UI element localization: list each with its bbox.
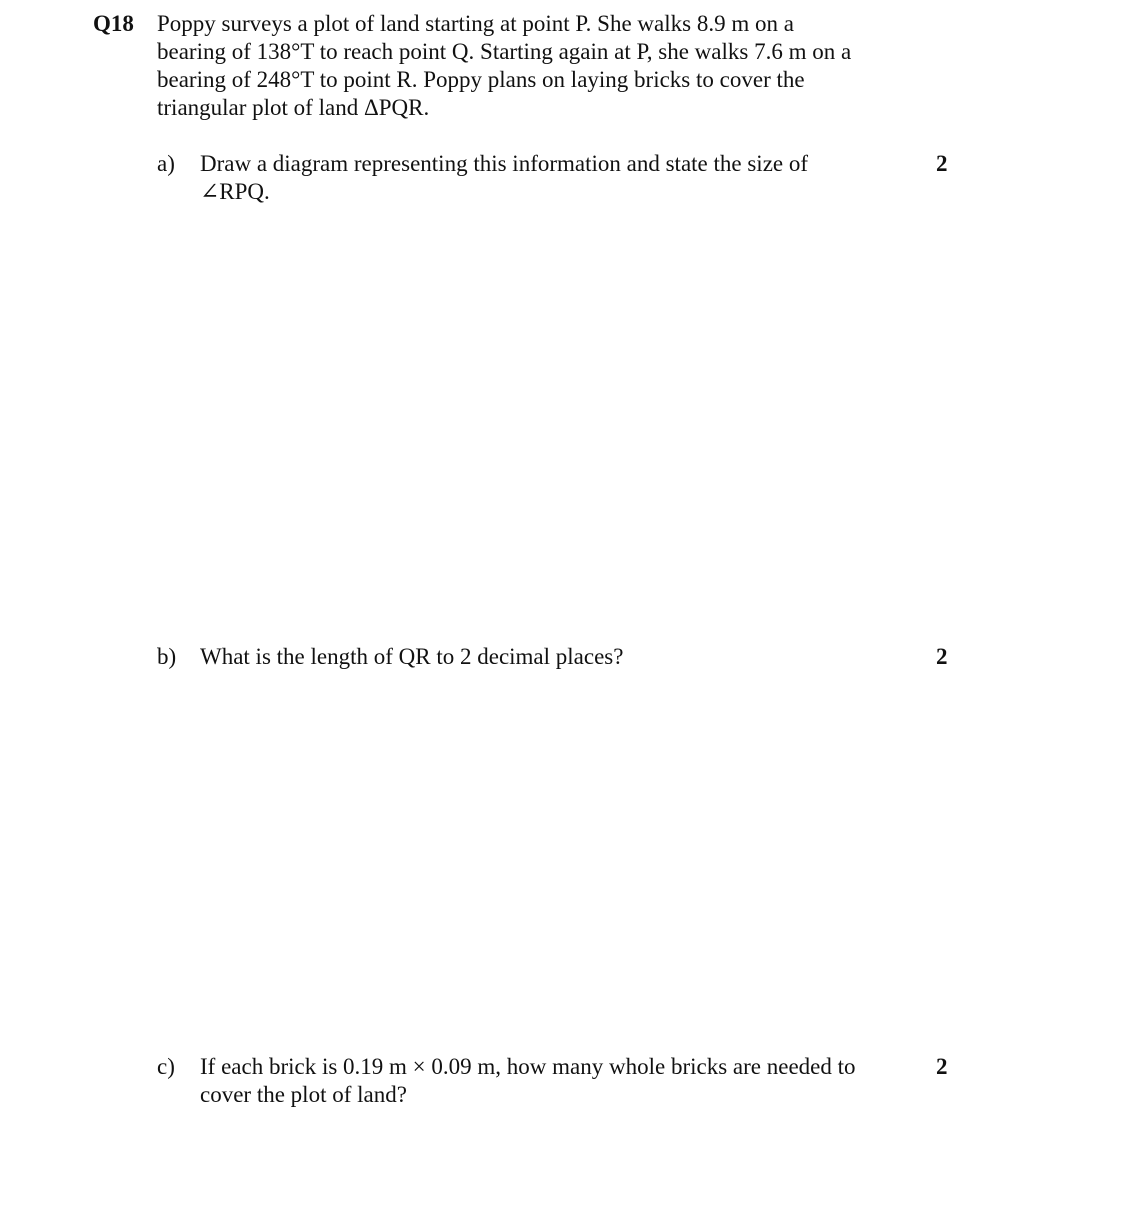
part-b-marks: 2: [936, 644, 948, 669]
part-b-line: What is the length of QR to 2 decimal places?: [200, 644, 624, 669]
stem-line: bearing of 248°T to point R. Poppy plans on laying bricks to cover the: [157, 67, 805, 92]
part-a-label: a): [157, 151, 175, 176]
part-c-label: c): [157, 1054, 175, 1079]
part-a-marks: 2: [936, 151, 948, 176]
part-b-label: b): [157, 644, 177, 669]
question-stem: [157, 10, 917, 122]
part-c-line: If each brick is 0.19 m × 0.09 m, how many whole bricks are needed to: [200, 1054, 856, 1079]
part-b-text: [200, 643, 900, 671]
part-a-line: ∠RPQ.: [200, 179, 270, 204]
part-c-marks: 2: [936, 1054, 948, 1079]
part-c-line: cover the plot of land?: [200, 1082, 407, 1107]
part-a-text: [200, 150, 900, 206]
stem-line: triangular plot of land ΔPQR.: [157, 95, 430, 120]
part-c-text: [200, 1053, 900, 1109]
stem-line: bearing of 138°T to reach point Q. Starting again at P, she walks 7.6 m on a: [157, 39, 852, 64]
question-number: Q18: [93, 11, 134, 36]
part-a-line: Draw a diagram representing this information and state the size of: [200, 151, 809, 176]
stem-line: Poppy surveys a plot of land starting at point P. She walks 8.9 m on a: [157, 11, 794, 36]
